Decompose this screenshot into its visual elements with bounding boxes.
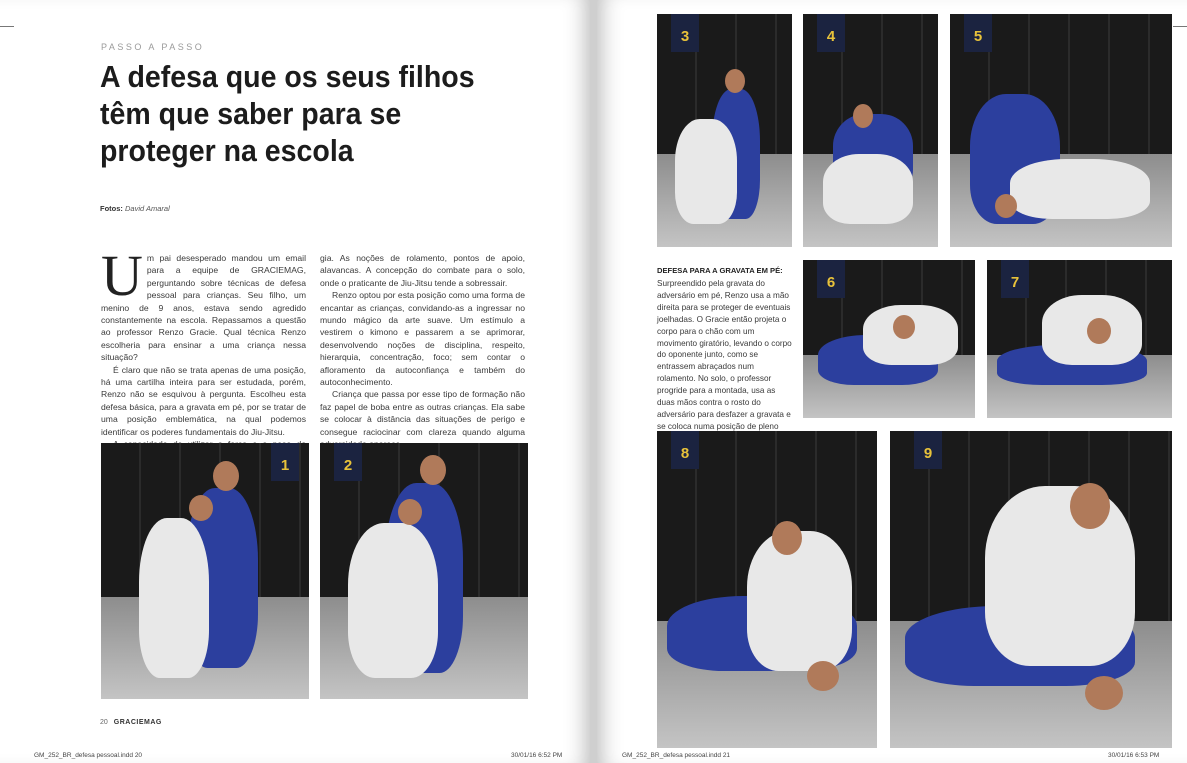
body-column-2 — [320, 252, 525, 451]
photo-step-2 — [320, 443, 528, 699]
sidebar-caption-text: Surpreendido pela gravata do adversário em pé, Renzo usa a mão direita para se proteger de eventuais joelhadas. O Gracie então projeta o corpo para o chão com um movimento giratório, levando o corpo do oponente junto, como se entrassem abraçados num rolamento. No solo, o professor progride para a montada, usa as duas mãos contra o rosto do adversário para desfazer a gravata e se coloca numa posição de pleno — [657, 279, 792, 431]
paragraph: gia. As noções de rolamento, pontos de apoio, alavancas. A concepção do combate para o solo, onde o praticante de Jiu-Jitsu tende a sobressair. — [320, 253, 525, 288]
folio — [100, 719, 162, 726]
figure-white-gi — [139, 518, 209, 678]
step-number-badge: 9 — [914, 431, 942, 469]
slug-file: GM_252_BR_defesa pessoal.indd 21 — [622, 752, 731, 759]
figure-white-gi — [348, 523, 438, 678]
photo-step-3 — [657, 14, 792, 247]
figure-white-gi — [675, 119, 737, 224]
figure-white-gi — [1010, 159, 1150, 219]
figure-head — [1085, 676, 1123, 710]
figure-head — [772, 521, 802, 555]
photo-step-8 — [657, 431, 877, 748]
figure-head — [213, 461, 239, 491]
paragraph: Criança que passa por esse tipo de formação não faz papel de boba entre as outras crianças. Ela sabe se colocar à distância das situações de perigo e consegue raciocinar com clareza quando alguma — [320, 389, 525, 437]
paragraph: m pai desesperado mandou um email para a equipe de GRACIEMAG, perguntando sobre técnicas de defesa pessoal para crianças. Seu filho, um menino de 9 anos, estava sendo agredido constantemente na escola. Repassamos a questão ao professor Renzo Gracie. Qual técnica Renzo escolheria para ensinar a uma criança nessa situação? — [101, 253, 306, 363]
left-page — [0, 0, 590, 763]
figure-head — [1087, 318, 1111, 344]
paragraph: Renzo optou por esta posição como uma forma de encantar as crianças, convidando-as a ingressar no mundo mágico da arte suave. Um estímulo a vestirem o kimono e passarem a se aprimorar, desenvolvendo noções de disciplina, respeito, hierarquia, concentração, foco; sem contar o afloramento da autoconfiança e também do autoconhecimento. — [320, 290, 525, 388]
figure-head — [420, 455, 446, 485]
figure-head — [893, 315, 915, 339]
step-number-badge: 1 — [271, 443, 299, 481]
step-number-badge: 8 — [671, 431, 699, 469]
slug-date: 30/01/16 6:52 PM — [511, 752, 563, 759]
step-number-badge: 6 — [817, 260, 845, 298]
credit-name: David Amaral — [125, 204, 170, 213]
sidebar-heading: DEFESA PARA A GRAVATA EM PÉ: — [657, 266, 783, 275]
step-number-badge: 3 — [671, 14, 699, 52]
crop-mark — [0, 26, 14, 27]
paragraph: É claro que não se trata apenas de uma posição, há uma cartilha inteira para ser estudada, porém, Renzo não se esquivou à pergunta. Escolheu esta defesa básica, para a gravata em pé, por se tratar de uma posição emblemática, na qual podemos identificar os poderes fundamentais do Jiu-Jitsu. — [101, 364, 306, 437]
credit-label: Fotos: — [100, 204, 123, 213]
photo-step-5 — [950, 14, 1172, 247]
folio-brand: GRACIEMAG — [113, 719, 162, 726]
photo-credit — [100, 204, 170, 213]
photo-step-7 — [987, 260, 1172, 418]
figure-head — [853, 104, 873, 128]
sidebar-caption — [657, 278, 792, 445]
crop-mark — [1173, 26, 1187, 27]
step-number-badge: 5 — [964, 14, 992, 52]
figure-head — [398, 499, 422, 525]
step-number-badge: 2 — [334, 443, 362, 481]
figure-head — [807, 661, 839, 691]
figure-head — [995, 194, 1017, 218]
figure-head — [189, 495, 213, 521]
body-column-1 — [101, 243, 306, 475]
figure-white-gi — [747, 531, 852, 671]
figure-white-gi — [985, 486, 1135, 666]
spine-gutter — [590, 0, 597, 763]
figure-head — [1070, 483, 1110, 529]
photo-step-9 — [890, 431, 1172, 748]
figure-head — [725, 69, 745, 93]
photo-step-6 — [803, 260, 975, 418]
photo-step-4 — [803, 14, 938, 247]
photo-step-1 — [101, 443, 309, 699]
step-number-badge: 4 — [817, 14, 845, 52]
slug-file: GM_252_BR_defesa pessoal.indd 20 — [34, 752, 143, 759]
step-number-badge: 7 — [1001, 260, 1029, 298]
page-number: 20 — [100, 719, 108, 726]
figure-white-gi — [823, 154, 913, 224]
article-title: A defesa que os seus filhos têm que saber para se proteger na escola — [100, 59, 475, 168]
slug-date: 30/01/16 6:53 PM — [1108, 752, 1160, 759]
drop-cap: U — [101, 243, 143, 308]
kicker: PASSO A PASSO — [101, 42, 205, 52]
